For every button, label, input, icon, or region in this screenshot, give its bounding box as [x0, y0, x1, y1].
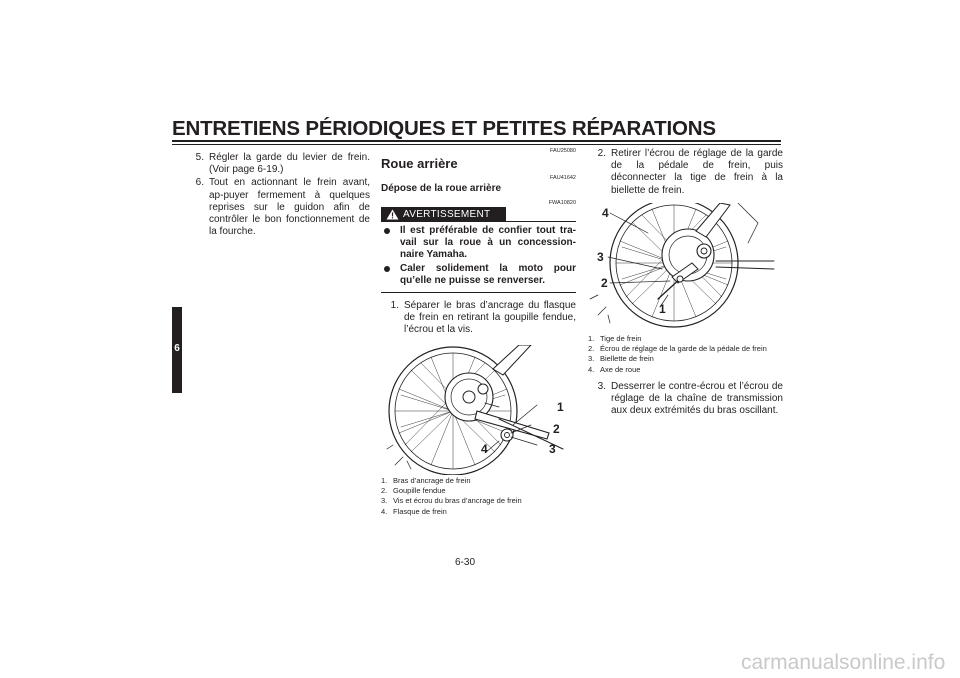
- chapter-tab-number: 6: [174, 343, 180, 354]
- bullet-icon: [384, 228, 390, 234]
- caption-text: Vis et écrou du bras d’ancrage de frein: [393, 496, 522, 506]
- warning-bullet: [381, 225, 576, 262]
- page-number: 6-30: [455, 557, 476, 568]
- step-5: [186, 152, 370, 176]
- caption-number: 3.: [588, 354, 595, 364]
- chapter-tab: [172, 307, 182, 393]
- caption-number: 2.: [381, 485, 388, 495]
- step-2: [588, 148, 783, 197]
- brake-rod-wheel-illustration: [588, 203, 776, 331]
- warning-triangle-icon: [386, 209, 399, 220]
- figure-callout: 4: [481, 441, 488, 456]
- figure-callout: 3: [549, 441, 556, 456]
- caption-text: Axe de roue: [600, 364, 641, 374]
- caption-text: Goupille fendue: [393, 485, 446, 495]
- warning-code: FWA10820: [548, 200, 576, 206]
- caption-item: [588, 354, 783, 364]
- caption-number: 3.: [381, 496, 388, 506]
- subsection-title: Dépose de la roue arrière: [381, 183, 502, 194]
- subsection-code: FAU41642: [550, 175, 576, 181]
- caption-text: Écrou de réglage de la garde de la pédale de frein: [600, 344, 767, 354]
- figure-callout: 1: [557, 399, 564, 414]
- caption-text: Bras d’ancrage de frein: [393, 475, 471, 485]
- caption-number: 2.: [588, 344, 595, 354]
- page-header-title: ENTRETIENS PÉRIODIQUES ET PETITES RÉPARATIONS: [172, 117, 716, 140]
- figure-callout: 1: [659, 301, 666, 316]
- figure-callout: 3: [597, 249, 604, 264]
- section-code: FAU25080: [550, 148, 576, 154]
- caption-text: Tige de frein: [600, 333, 642, 343]
- watermark: carmanualsonline.info: [741, 651, 946, 674]
- warning-rule: [506, 221, 576, 222]
- warning-bullet-text: Caler solidement la moto pour qu’elle ne puisse se renverser.: [400, 262, 576, 286]
- step-text: Séparer le bras d’ancrage du flasque de frein en retirant la goupille fendue, l’écrou et la vis.: [404, 300, 576, 336]
- caption-number: 4.: [588, 364, 595, 374]
- step-number: 1.: [390, 300, 399, 312]
- warning-bullet-text: Il est préférable de confier tout tra-vail sur la roue à un concession-naire Yamaha.: [400, 225, 576, 261]
- step-number: 2.: [597, 148, 606, 159]
- step-text: Retirer l’écrou de réglage de la garde de la pédale de frein, puis déconnecter la tige de frein à la biellette de frein.: [611, 148, 783, 196]
- step-3: [588, 381, 783, 418]
- bullet-icon: [384, 266, 390, 272]
- caption-text: Biellette de frein: [600, 354, 654, 364]
- step-text: Tout en actionnant le frein avant, ap-puyer fermement à quelques reprises sur le guidon afin de contrôler le bon fonctionnement de la fourche.: [209, 177, 370, 238]
- warning-bullet: [381, 263, 576, 287]
- step-number: 6.: [195, 177, 204, 189]
- left-column: [186, 152, 370, 239]
- warning-header: [381, 207, 576, 222]
- header-rule-thin: [172, 144, 781, 145]
- header-rule: [172, 140, 781, 142]
- caption-item: [588, 365, 783, 375]
- middle-column: [381, 148, 576, 517]
- figure-callout: 2: [553, 421, 560, 436]
- figure-callout: 2: [601, 275, 608, 290]
- caption-number: 1.: [588, 333, 595, 343]
- warning-label: AVERTISSEMENT: [403, 209, 491, 220]
- caption-text: Flasque de frein: [393, 506, 447, 516]
- figure-captions: [381, 476, 576, 517]
- step-text: Desserrer le contre-écrou et l’écrou de réglage de la chaîne de transmission aux deux extrémités du bras oscillant.: [611, 381, 783, 417]
- figure-callout: 4: [602, 205, 609, 220]
- step-text: Régler la garde du levier de frein. (Voir page 6-19.): [209, 152, 370, 176]
- caption-item: [588, 334, 783, 344]
- warning-end-rule: [381, 292, 576, 293]
- right-column: [588, 148, 783, 419]
- caption-item: [381, 476, 576, 486]
- section-title: Roue arrière: [381, 156, 458, 171]
- warning-badge: [381, 207, 506, 222]
- caption-item: [381, 496, 576, 506]
- caption-item: [588, 344, 783, 354]
- caption-item: [381, 486, 576, 496]
- figure-captions: [588, 334, 783, 375]
- caption-item: [381, 507, 576, 517]
- rear-brake-anchor-illustration: [381, 345, 569, 475]
- step-1: [381, 300, 576, 337]
- caption-number: 4.: [381, 506, 388, 516]
- wheel-hub-illustration: [381, 345, 569, 475]
- step-number: 3.: [597, 381, 606, 392]
- caption-number: 1.: [381, 475, 388, 485]
- brake-rod-illustration: [588, 203, 776, 333]
- step-6: [186, 177, 370, 238]
- step-number: 5.: [195, 152, 204, 163]
